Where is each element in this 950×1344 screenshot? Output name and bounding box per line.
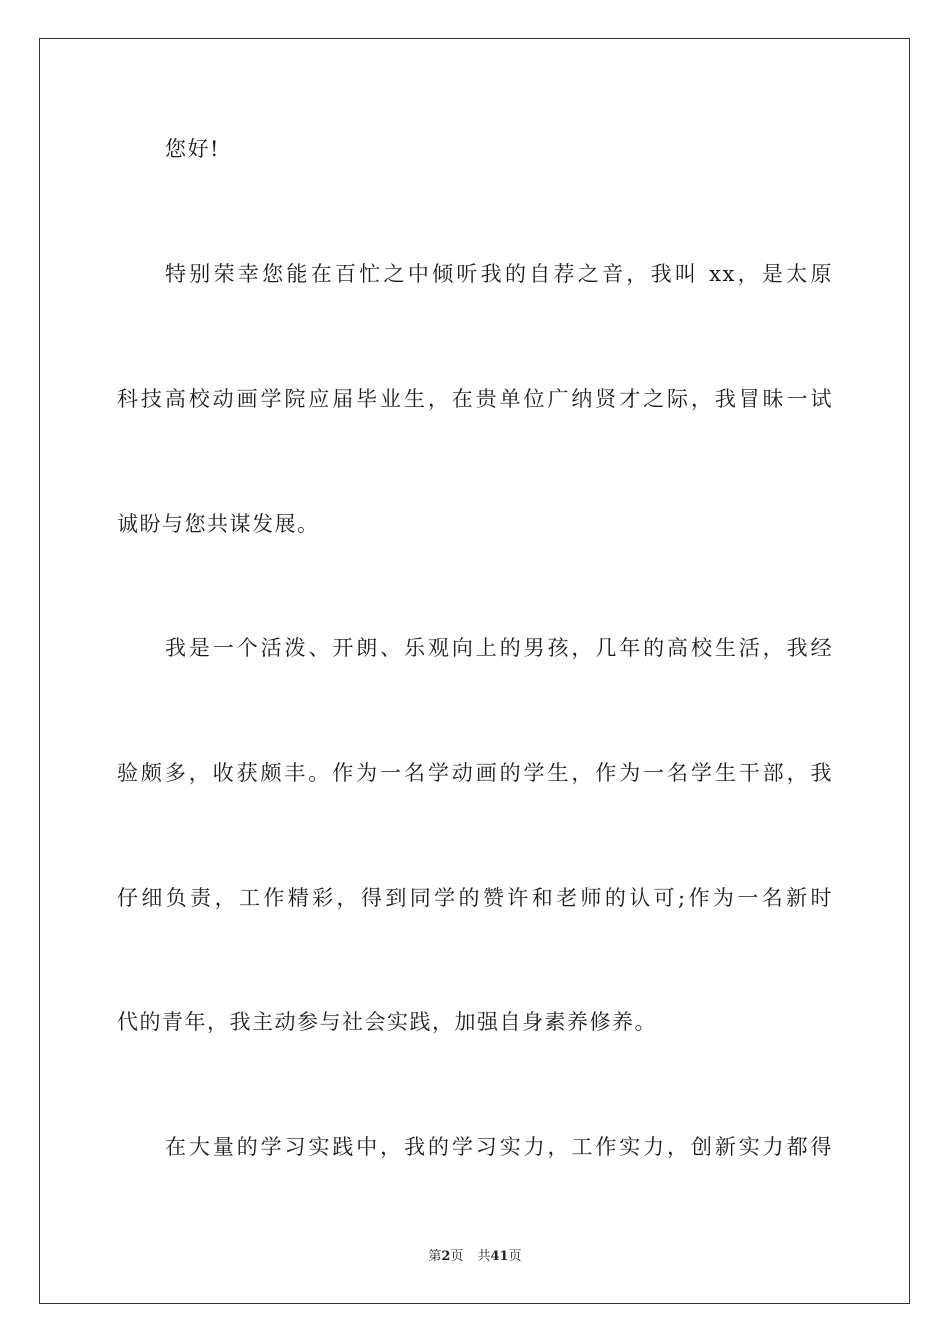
page-border bbox=[39, 38, 910, 1304]
total-pages: 41 bbox=[490, 1249, 509, 1264]
page-prefix: 第 bbox=[428, 1249, 442, 1264]
page-number: 2 bbox=[441, 1249, 451, 1264]
paragraph-1-line-2: 科技高校动画学院应届毕业生，在贵单位广纳贤才之际，我冒昧一试 bbox=[117, 387, 833, 411]
page-footer bbox=[0, 1248, 950, 1266]
paragraph-1-line-1: 特别荣幸您能在百忙之中倾听我的自荐之音，我叫 xx，是太原 bbox=[165, 262, 833, 286]
paragraph-2-line-4: 代的青年，我主动参与社会实践，加强自身素养修养。 bbox=[117, 1010, 657, 1034]
paragraph-2-line-2: 验颇多，收获颇丰。作为一名学动画的学生，作为一名学生干部，我 bbox=[117, 761, 833, 785]
total-suffix: 页 bbox=[508, 1249, 522, 1264]
total-prefix: 共 bbox=[477, 1249, 491, 1264]
paragraph-2-line-3: 仔细负责，工作精彩，得到同学的赞许和老师的认可;作为一名新时 bbox=[117, 886, 833, 910]
greeting-line: 您好! bbox=[165, 137, 220, 161]
paragraph-2-line-1: 我是一个活泼、开朗、乐观向上的男孩，几年的高校生活，我经 bbox=[165, 636, 833, 660]
paragraph-3-line-1: 在大量的学习实践中，我的学习实力，工作实力，创新实力都得 bbox=[165, 1135, 833, 1159]
paragraph-1-line-3: 诚盼与您共谋发展。 bbox=[117, 512, 320, 536]
page-suffix: 页 bbox=[450, 1249, 464, 1264]
